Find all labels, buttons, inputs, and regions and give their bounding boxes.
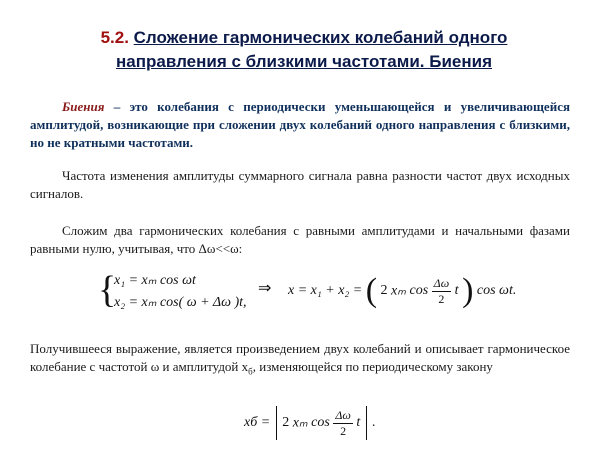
brace-symbol: { (98, 269, 117, 311)
amplitude-formula (244, 406, 376, 440)
fraction-delta-omega-2 (333, 408, 353, 439)
fraction-delta-omega (432, 276, 452, 307)
section-number: 5.2. (100, 28, 129, 47)
equation-1: x₁ = xₘ cos ωt (114, 273, 196, 288)
fraction-numerator-2: Δω (335, 407, 351, 422)
amplitude-lhs: xб = (244, 415, 271, 430)
abs-bar-left (276, 406, 277, 440)
title-line-1: Сложение гармонических колебаний одного (133, 28, 508, 47)
definition-paragraph (30, 98, 570, 152)
paragraph-sum: Сложим два гармонических колебания с равными амплитудами и начальными фазами равными нулю, учитывая, что Δω<<ω: (30, 223, 570, 256)
fraction-numerator: Δω (433, 275, 450, 290)
conclusion-subscript: б (248, 366, 253, 377)
fraction-denominator-2: 2 (340, 423, 347, 438)
equation-2: x₂ = xₘ cos( ω + Δω )t, (114, 295, 247, 310)
left-paren: ( (365, 272, 378, 309)
cos-label: cos (409, 283, 429, 298)
implies-arrow: ⇒ (258, 280, 272, 297)
factor-two: 2 (380, 283, 388, 298)
amplitude-dot: . (372, 415, 376, 430)
amplitude-cos: cos (311, 415, 330, 430)
amplitude-xm: xₘ (391, 283, 406, 299)
sum-lhs: x = x₁ + x₂ = (288, 283, 363, 298)
amplitude-xm-2: xₘ (292, 415, 308, 431)
page-title (28, 26, 580, 74)
title-line-2: направления с близкими частотами. Биения (116, 52, 492, 71)
conclusion-text: Получившееся выражение, является произведением двух колебаний и описывает гармоническое колебание с частотой ω и амплитудой x (30, 341, 570, 374)
sum-formula (288, 272, 516, 310)
carrier-cos: cos ωt. (476, 283, 517, 298)
fraction-denominator: 2 (438, 291, 445, 306)
definition-term: Биения (62, 99, 105, 114)
amplitude-t: t (356, 415, 361, 430)
right-paren: ) (462, 272, 474, 309)
paragraph-conclusion (30, 340, 570, 381)
time-t: t (454, 283, 459, 298)
conclusion-text-end: , изменяющейся по периодическому закону (252, 359, 493, 374)
abs-bar-right (366, 406, 367, 440)
definition-text: – это колебания с периодически уменьшающейся и увеличивающейся амплитудой, возникающие при сложении двух колебаний одного направления с близкими, но не кратными частотами. (30, 99, 570, 150)
amplitude-two: 2 (282, 415, 290, 430)
paragraph-frequency: Частота изменения амплитуды суммарного сигнала равна разности частот двух исходных сигналов. (30, 168, 570, 201)
